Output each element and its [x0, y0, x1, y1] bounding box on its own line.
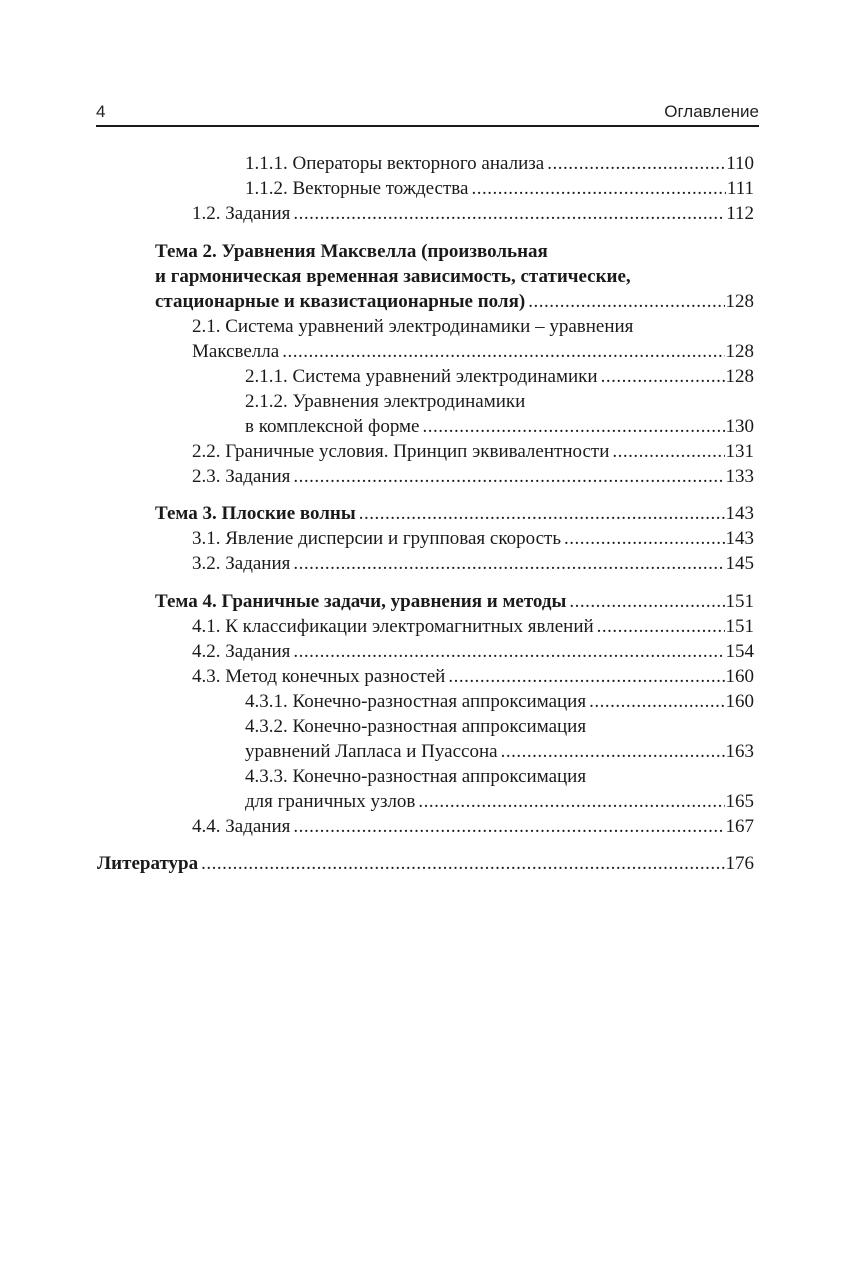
toc-entry-text: 4.4. Задания: [192, 816, 291, 837]
dot-leader: [564, 526, 725, 551]
toc-entry-3-1[interactable]: [192, 526, 754, 551]
dot-leader: [597, 614, 725, 639]
topic-4-heading: Тема 4. Граничные задачи, уравнения и методы: [155, 591, 567, 612]
toc-entry-4-3-1[interactable]: [245, 689, 754, 714]
toc-entry-2-1-2-line-1: 2.1.2. Уравнения электродинамики: [245, 391, 526, 412]
toc-page-number: 176: [725, 853, 754, 874]
dot-leader: [501, 739, 725, 764]
section-title: Оглавление: [664, 102, 759, 121]
toc-page-number: 145: [725, 553, 754, 574]
toc-entry-1-2[interactable]: [192, 201, 754, 226]
running-header: [96, 102, 759, 124]
toc-entry-text: 2.1.1. Система уравнений электродинамики: [245, 366, 598, 387]
toc-entry-text: 4.3. Метод конечных разностей: [192, 666, 446, 687]
toc-entry-topic-3[interactable]: [155, 501, 754, 526]
toc-entry-text: для граничных узлов: [245, 791, 416, 812]
toc-page-number: 143: [725, 528, 754, 549]
toc-entry-2-1-line-1: 2.1. Система уравнений электродинамики – уравнения: [192, 316, 634, 337]
toc-entry-literature[interactable]: [97, 851, 754, 876]
toc-entry-4-2[interactable]: [192, 639, 754, 664]
toc-page-number: 151: [725, 616, 754, 637]
dot-leader: [471, 176, 725, 201]
topic-2-heading-line-1: Тема 2. Уравнения Максвелла (произвольная: [155, 241, 548, 262]
toc-entry-text: 4.2. Задания: [192, 641, 291, 662]
dot-leader: [201, 851, 724, 876]
page-number: 4: [96, 102, 106, 121]
toc-entry-2-1-1[interactable]: [245, 364, 754, 389]
toc-page-number: 151: [725, 591, 754, 612]
toc-page-number: 111: [726, 178, 754, 199]
toc-entry-text: 3.2. Задания: [192, 553, 291, 574]
dot-leader: [612, 439, 724, 464]
dot-leader: [423, 414, 725, 439]
dot-leader: [359, 501, 725, 526]
toc-entry-text: 1.2. Задания: [192, 203, 291, 224]
toc-page-number: 167: [725, 816, 754, 837]
toc-entry-2-2[interactable]: [192, 439, 754, 464]
toc-entry-text: 1.1.1. Операторы векторного анализа: [245, 153, 545, 174]
toc-entry-text: Максвелла: [192, 341, 280, 362]
toc-entry-text: 4.3.1. Конечно-разностная аппроксимация: [245, 691, 587, 712]
literature-heading: Литература: [97, 853, 199, 874]
toc-entry-3-2[interactable]: [192, 551, 754, 576]
toc-entry-text: 2.2. Граничные условия. Принцип эквивалентности: [192, 441, 610, 462]
toc-page-number: 143: [725, 503, 754, 524]
toc-entry-topic-2[interactable]: [155, 289, 754, 314]
dot-leader: [448, 664, 724, 689]
toc-page-number: 128: [725, 341, 754, 362]
toc-entry-4-3-2[interactable]: [245, 739, 754, 764]
toc-entry-2-1-2[interactable]: [245, 414, 754, 439]
toc-page-number: 110: [726, 153, 754, 174]
dot-leader: [293, 639, 724, 664]
topic-2-heading-line-2: и гармоническая временная зависимость, статические,: [155, 266, 631, 287]
toc-entry-4-3-3-line-1: 4.3.3. Конечно-разностная аппроксимация: [245, 766, 587, 787]
toc-page-number: 160: [725, 666, 754, 687]
toc-page-number: 131: [725, 441, 754, 462]
toc-page-number: 160: [725, 691, 754, 712]
toc-entry-4-4[interactable]: [192, 814, 754, 839]
toc-page-number: 130: [725, 416, 754, 437]
toc-entry-2-3[interactable]: [192, 464, 754, 489]
toc-entry-text: в комплексной форме: [245, 416, 420, 437]
toc-entry-1-1-2[interactable]: [245, 176, 754, 201]
dot-leader: [293, 814, 724, 839]
topic-2-heading-line-3: стационарные и квазистационарные поля): [155, 291, 526, 312]
topic-3-heading: Тема 3. Плоские волны: [155, 503, 356, 524]
toc-entry-4-1[interactable]: [192, 614, 754, 639]
dot-leader: [547, 151, 725, 176]
dot-leader: [569, 589, 724, 614]
toc-entry-text: 4.1. К классификации электромагнитных явлений: [192, 616, 594, 637]
toc-page-number: 133: [725, 466, 754, 487]
toc-entry-4-3-2-line-1: 4.3.2. Конечно-разностная аппроксимация: [245, 716, 587, 737]
toc-entry-text: 1.1.2. Векторные тождества: [245, 178, 469, 199]
toc-page-number: 154: [725, 641, 754, 662]
toc-page-number: 128: [725, 291, 754, 312]
dot-leader: [601, 364, 725, 389]
header-rule: [96, 125, 759, 127]
toc-entry-text: уравнений Лапласа и Пуассона: [245, 741, 498, 762]
dot-leader: [293, 551, 724, 576]
dot-leader: [293, 201, 725, 226]
dot-leader: [293, 464, 724, 489]
toc-entry-1-1-1[interactable]: [245, 151, 754, 176]
dot-leader: [528, 289, 724, 314]
dot-leader: [418, 789, 724, 814]
dot-leader: [282, 339, 724, 364]
dot-leader: [589, 689, 724, 714]
toc-page-number: 112: [726, 203, 754, 224]
toc-page-number: 128: [725, 366, 754, 387]
toc-page-number: 163: [725, 741, 754, 762]
toc-entry-topic-4[interactable]: [155, 589, 754, 614]
toc-entry-4-3[interactable]: [192, 664, 754, 689]
toc-entry-text: 2.3. Задания: [192, 466, 291, 487]
toc-entry-text: 3.1. Явление дисперсии и групповая скорость: [192, 528, 561, 549]
toc-page-number: 165: [725, 791, 754, 812]
toc-entry-4-3-3[interactable]: [245, 789, 754, 814]
toc-entry-2-1[interactable]: [192, 339, 754, 364]
